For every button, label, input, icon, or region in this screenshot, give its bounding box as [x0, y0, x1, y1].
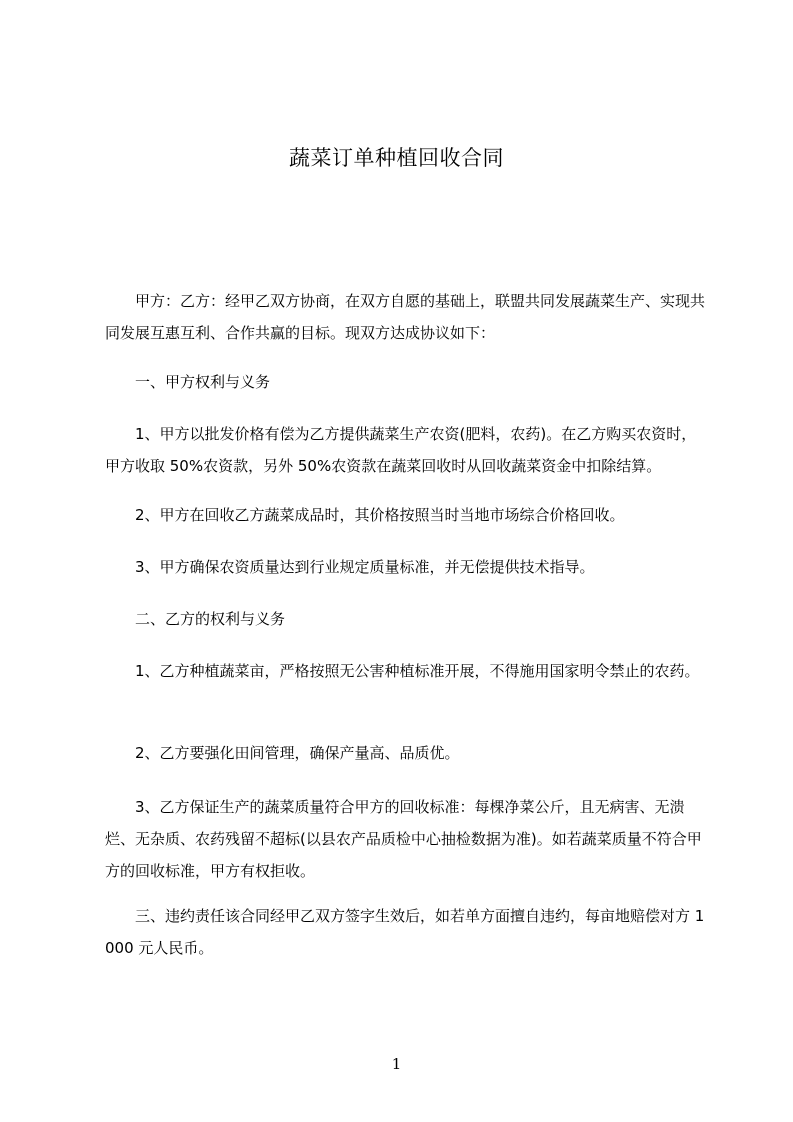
- party-b-clause-2: 2、乙方要强化田间管理，确保产量高、品质优。: [135, 744, 460, 762]
- party-a-clause-2: 2、甲方在回收乙方蔬菜成品时，其价格按照当时当地市场综合价格回收。: [135, 506, 625, 524]
- intro-paragraph: 甲方：乙方：经甲乙双方协商，在双方自愿的基础上，联盟共同发展蔬菜生产、实现共同发展互惠互利、合作共赢的目标。现双方达成协议如下：: [105, 292, 706, 342]
- breach-liability-clause: 三、违约责任该合同经甲乙双方签字生效后，如若单方面擅自违约，每亩地赔偿对方 1000 元人民币。: [105, 907, 705, 957]
- party-a-clause-1: 1、甲方以批发价格有偿为乙方提供蔬菜生产农资(肥料，农药)。在乙方购买农资时，甲方收取 50%农资款，另外 50%农资款在蔬菜回收时从回收蔬菜资金中扣除结算。: [105, 425, 697, 475]
- section-heading-party-b: 二、乙方的权利与义务: [135, 610, 286, 628]
- party-b-clause-3: 3、乙方保证生产的蔬菜质量符合甲方的回收标准：每棵净菜公斤，且无病害、无溃烂、无杂质、农药残留不超标(以县农产品质检中心抽检数据为准)。如若蔬菜质量不符合甲方的回收标准，甲方有权拒收。: [105, 798, 702, 880]
- document-title: 蔬菜订单种植回收合同: [289, 146, 504, 170]
- party-b-clause-1: 1、乙方种植蔬菜亩，严格按照无公害种植标准开展，不得施用国家明令禁止的农药。: [135, 662, 700, 680]
- party-a-clause-3: 3、甲方确保农资质量达到行业规定质量标准，并无偿提供技术指导。: [135, 558, 595, 576]
- page-number: 1: [391, 1055, 402, 1073]
- section-heading-party-a: 一、甲方权利与义务: [135, 373, 271, 391]
